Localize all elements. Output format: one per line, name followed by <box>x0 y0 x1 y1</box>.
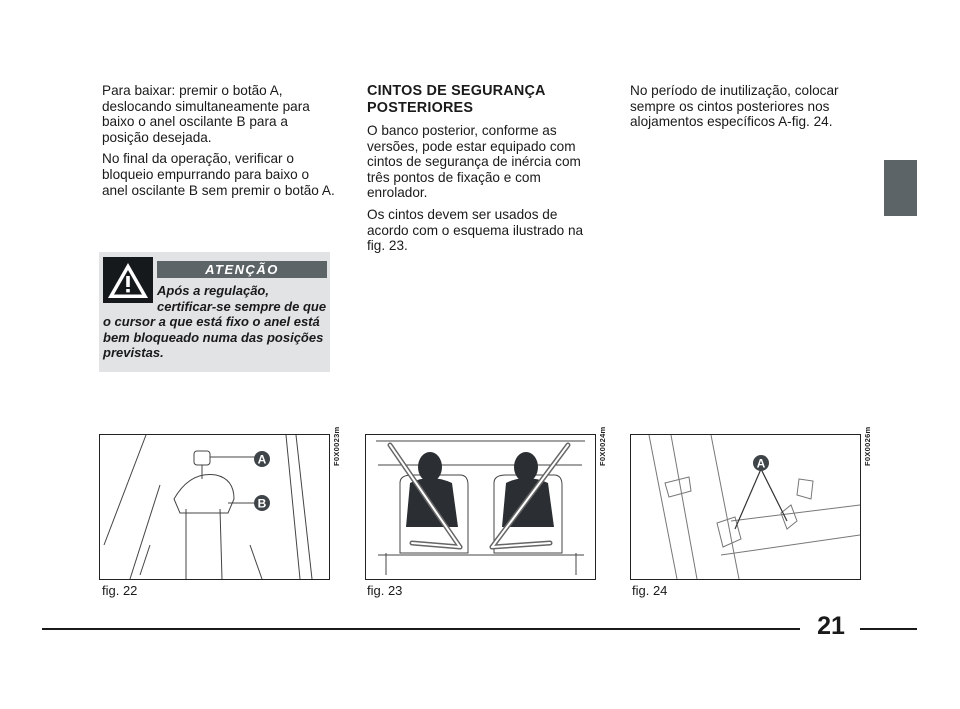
section-heading: CINTOS DE SEGURANÇA POSTERIORES <box>367 83 546 116</box>
footer-rule <box>42 628 800 630</box>
paragraph: O banco posterior, conforme as versões, pode estar equipado com cintos de segurança de inércia com três pontos de fixação e com enrolador. <box>367 123 581 201</box>
warning-text: Após a regulação, certificar-se sempre de que o cursor a que está fixo o anel está bem bloqueado numa das posições previstas. <box>103 283 327 360</box>
figure-23 <box>365 434 596 580</box>
footer-rule <box>860 628 917 630</box>
figure-24 <box>630 434 861 580</box>
label-a: A <box>756 456 766 471</box>
label-a: A <box>257 452 267 467</box>
section-tab <box>884 160 917 216</box>
text-column-1 <box>102 83 337 204</box>
warning-title: ATENÇÃO <box>157 261 327 278</box>
figure-caption: fig. 24 <box>632 583 668 598</box>
figure-22 <box>99 434 330 580</box>
paragraph: No final da operação, verificar o bloqueio empurrando para baixo o anel oscilante B sem premir o botão A. <box>102 151 335 198</box>
paragraph: Para baixar: premir o botão A, deslocando simultaneamente para baixo o anel oscilante B para a posição desejada. <box>102 83 310 145</box>
paragraph: No período de inutilização, colocar sempre os cintos posteriores nos alojamentos específicos A-fig. 24. <box>630 83 839 130</box>
figure-23-illustration <box>366 435 595 579</box>
warning-box <box>99 252 330 372</box>
paragraph: Os cintos devem ser usados de acordo com o esquema ilustrado na fig. 23. <box>367 206 584 254</box>
text-column-2 <box>367 83 599 260</box>
figure-24-illustration <box>631 435 860 579</box>
figure-code: F0X0023m <box>332 426 341 466</box>
figure-code: F0X0026m <box>863 426 872 466</box>
text-column-3 <box>630 83 870 136</box>
figure-caption: fig. 22 <box>102 583 138 598</box>
figure-22-illustration <box>100 435 329 579</box>
page-number: 21 <box>817 612 845 640</box>
label-b: B <box>257 496 267 511</box>
figure-code: F0X0024m <box>598 426 607 466</box>
figure-caption: fig. 23 <box>367 583 403 598</box>
